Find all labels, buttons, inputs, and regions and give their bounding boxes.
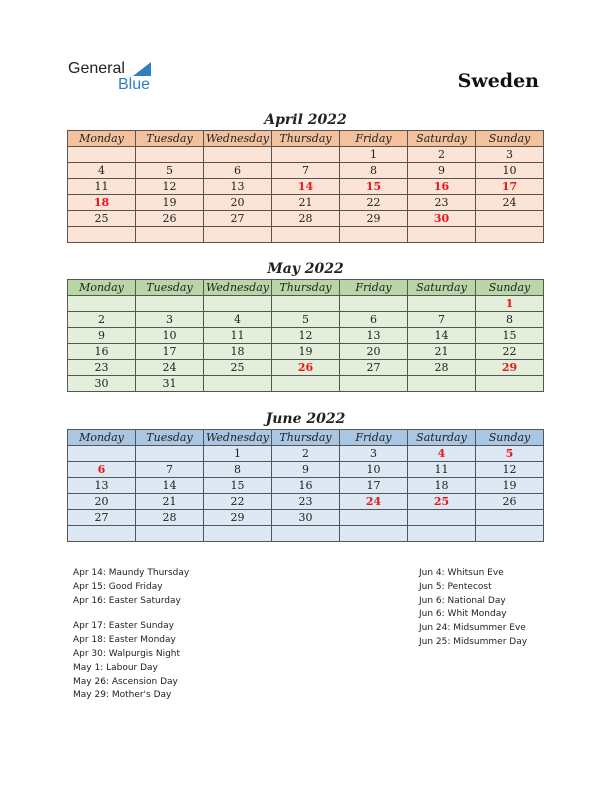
day-cell: [340, 376, 408, 392]
day-cell: [204, 376, 272, 392]
day-cell: 22: [204, 494, 272, 510]
holiday-note: May 26: Ascension Day: [73, 676, 178, 687]
week-row: [68, 147, 544, 163]
week-row: [68, 494, 544, 510]
holiday-note: Jun 24: Midsummer Eve: [419, 623, 526, 634]
day-cell: [204, 147, 272, 163]
day-cell: 25: [204, 360, 272, 376]
day-cell: 14: [136, 478, 204, 494]
weekday-header: Saturday: [408, 280, 476, 296]
day-cell: 7: [408, 312, 476, 328]
holiday-notes-left: [73, 567, 189, 703]
day-cell: [136, 227, 204, 243]
weekday-header: Thursday: [272, 430, 340, 446]
day-cell: 31: [136, 376, 204, 392]
day-cell: 26: [272, 360, 340, 376]
day-cell: [408, 296, 476, 312]
brand-logo: [68, 61, 150, 93]
day-cell: [68, 296, 136, 312]
weekday-header-row: [68, 131, 544, 147]
day-cell: 13: [204, 179, 272, 195]
day-cell: 27: [204, 211, 272, 227]
weekday-header: Wednesday: [204, 430, 272, 446]
day-cell: 2: [408, 147, 476, 163]
day-cell: 11: [408, 462, 476, 478]
weekday-header: Saturday: [408, 131, 476, 147]
day-cell: 21: [272, 195, 340, 211]
brand-triangle-icon: [133, 62, 151, 76]
day-cell: 9: [408, 163, 476, 179]
week-row: [68, 227, 544, 243]
day-cell: 16: [272, 478, 340, 494]
day-cell: 22: [476, 344, 544, 360]
day-cell: [204, 526, 272, 542]
day-cell: 18: [204, 344, 272, 360]
holiday-note: Jun 5: Pentecost: [419, 581, 492, 592]
day-cell: 25: [68, 211, 136, 227]
day-cell: [68, 526, 136, 542]
holiday-note: Jun 6: Whit Monday: [419, 609, 507, 620]
weekday-header: Friday: [340, 131, 408, 147]
calendar-table: [67, 429, 544, 542]
day-cell: 16: [68, 344, 136, 360]
day-cell: [476, 526, 544, 542]
day-cell: 26: [136, 211, 204, 227]
weekday-header: Sunday: [476, 430, 544, 446]
day-cell: 20: [68, 494, 136, 510]
day-cell: 25: [408, 494, 476, 510]
day-cell: 5: [272, 312, 340, 328]
day-cell: 14: [408, 328, 476, 344]
weekday-header-row: [68, 280, 544, 296]
day-cell: 3: [476, 147, 544, 163]
week-row: [68, 376, 544, 392]
holiday-note: Apr 18: Easter Monday: [73, 635, 176, 646]
day-cell: 10: [136, 328, 204, 344]
weekday-header: Monday: [68, 280, 136, 296]
day-cell: 3: [136, 312, 204, 328]
weekday-header: Tuesday: [136, 280, 204, 296]
holiday-note: [73, 608, 189, 620]
day-cell: 3: [340, 446, 408, 462]
day-cell: [136, 296, 204, 312]
week-row: [68, 179, 544, 195]
day-cell: 4: [204, 312, 272, 328]
day-cell: [272, 376, 340, 392]
weekday-header-row: [68, 430, 544, 446]
day-cell: 10: [340, 462, 408, 478]
day-cell: 23: [408, 195, 476, 211]
day-cell: 29: [340, 211, 408, 227]
day-cell: 19: [272, 344, 340, 360]
day-cell: [476, 227, 544, 243]
day-cell: [136, 147, 204, 163]
day-cell: 20: [340, 344, 408, 360]
month-may: [67, 259, 544, 392]
day-cell: 24: [136, 360, 204, 376]
day-cell: 24: [476, 195, 544, 211]
month-title: April 2022: [264, 112, 347, 128]
day-cell: 29: [204, 510, 272, 526]
day-cell: [136, 446, 204, 462]
weekday-header: Thursday: [272, 280, 340, 296]
weekday-header: Sunday: [476, 280, 544, 296]
day-cell: 18: [408, 478, 476, 494]
brand-line1: General: [68, 60, 125, 77]
day-cell: 14: [272, 179, 340, 195]
day-cell: 1: [204, 446, 272, 462]
day-cell: 17: [476, 179, 544, 195]
day-cell: 4: [408, 446, 476, 462]
day-cell: 15: [340, 179, 408, 195]
weekday-header: Wednesday: [204, 280, 272, 296]
day-cell: [408, 376, 476, 392]
day-cell: [68, 227, 136, 243]
calendar-table: [67, 130, 544, 243]
holiday-note: Jun 4: Whitsun Eve: [419, 568, 504, 578]
day-cell: [408, 227, 476, 243]
day-cell: 7: [272, 163, 340, 179]
month-april: [67, 110, 544, 243]
day-cell: 23: [68, 360, 136, 376]
day-cell: 22: [340, 195, 408, 211]
day-cell: [476, 376, 544, 392]
holiday-note: May 29: Mother's Day: [73, 690, 172, 701]
week-row: [68, 526, 544, 542]
week-row: [68, 296, 544, 312]
day-cell: 21: [136, 494, 204, 510]
day-cell: 19: [136, 195, 204, 211]
day-cell: 20: [204, 195, 272, 211]
holiday-note: Apr 16: Easter Saturday: [73, 595, 181, 606]
day-cell: 9: [272, 462, 340, 478]
week-row: [68, 510, 544, 526]
holiday-note: Apr 17: Easter Sunday: [73, 621, 174, 632]
day-cell: 16: [408, 179, 476, 195]
holiday-note: Jun 25: Midsummer Day: [419, 636, 528, 647]
weekday-header: Thursday: [272, 131, 340, 147]
month-title: May 2022: [267, 261, 344, 277]
day-cell: [272, 526, 340, 542]
week-row: [68, 163, 544, 179]
day-cell: 7: [136, 462, 204, 478]
day-cell: 10: [476, 163, 544, 179]
day-cell: 30: [408, 211, 476, 227]
week-row: [68, 478, 544, 494]
weekday-header: Friday: [340, 430, 408, 446]
country-title: Sweden: [457, 70, 539, 92]
day-cell: 18: [68, 195, 136, 211]
weekday-header: Saturday: [408, 430, 476, 446]
day-cell: [408, 510, 476, 526]
weekday-header: Sunday: [476, 131, 544, 147]
day-cell: 6: [340, 312, 408, 328]
holiday-note: Apr 30: Walpurgis Night: [73, 648, 181, 659]
day-cell: 5: [136, 163, 204, 179]
day-cell: 8: [476, 312, 544, 328]
weekday-header: Monday: [68, 430, 136, 446]
month-june: [67, 409, 544, 542]
day-cell: 24: [340, 494, 408, 510]
day-cell: 28: [408, 360, 476, 376]
day-cell: [68, 446, 136, 462]
day-cell: 13: [68, 478, 136, 494]
day-cell: [408, 526, 476, 542]
day-cell: 2: [68, 312, 136, 328]
day-cell: 15: [204, 478, 272, 494]
day-cell: [476, 510, 544, 526]
day-cell: [68, 147, 136, 163]
day-cell: 1: [340, 147, 408, 163]
week-row: [68, 446, 544, 462]
day-cell: 27: [68, 510, 136, 526]
day-cell: 28: [136, 510, 204, 526]
day-cell: 1: [476, 296, 544, 312]
day-cell: 30: [272, 510, 340, 526]
day-cell: 28: [272, 211, 340, 227]
day-cell: [136, 526, 204, 542]
day-cell: 8: [204, 462, 272, 478]
week-row: [68, 312, 544, 328]
day-cell: [272, 227, 340, 243]
day-cell: 27: [340, 360, 408, 376]
day-cell: 12: [476, 462, 544, 478]
day-cell: 29: [476, 360, 544, 376]
day-cell: 30: [68, 376, 136, 392]
weekday-header: Friday: [340, 280, 408, 296]
day-cell: [272, 147, 340, 163]
day-cell: 19: [476, 478, 544, 494]
week-row: [68, 360, 544, 376]
day-cell: 23: [272, 494, 340, 510]
holiday-note: Apr 14: Maundy Thursday: [73, 568, 190, 578]
day-cell: 15: [476, 328, 544, 344]
day-cell: [340, 510, 408, 526]
weekday-header: Wednesday: [204, 131, 272, 147]
day-cell: 9: [68, 328, 136, 344]
day-cell: 2: [272, 446, 340, 462]
month-title: June 2022: [265, 411, 346, 427]
day-cell: 6: [204, 163, 272, 179]
holiday-notes-right: [419, 567, 527, 650]
day-cell: 17: [340, 478, 408, 494]
day-cell: 11: [68, 179, 136, 195]
holiday-note: May 1: Labour Day: [73, 662, 158, 673]
day-cell: 6: [68, 462, 136, 478]
day-cell: [340, 296, 408, 312]
weekday-header: Monday: [68, 131, 136, 147]
day-cell: [340, 227, 408, 243]
day-cell: [476, 211, 544, 227]
day-cell: 8: [340, 163, 408, 179]
holiday-note: Apr 15: Good Friday: [73, 581, 163, 592]
day-cell: 11: [204, 328, 272, 344]
day-cell: 17: [136, 344, 204, 360]
day-cell: [204, 227, 272, 243]
week-row: [68, 211, 544, 227]
week-row: [68, 462, 544, 478]
weekday-header: Tuesday: [136, 430, 204, 446]
day-cell: 13: [340, 328, 408, 344]
brand-line2: Blue: [118, 76, 151, 93]
day-cell: [272, 296, 340, 312]
holiday-note: Jun 6: National Day: [419, 595, 506, 606]
day-cell: 12: [136, 179, 204, 195]
day-cell: 12: [272, 328, 340, 344]
week-row: [68, 328, 544, 344]
calendar-table: [67, 279, 544, 392]
week-row: [68, 344, 544, 360]
day-cell: [204, 296, 272, 312]
weekday-header: Tuesday: [136, 131, 204, 147]
day-cell: 4: [68, 163, 136, 179]
day-cell: 26: [476, 494, 544, 510]
day-cell: 5: [476, 446, 544, 462]
week-row: [68, 195, 544, 211]
day-cell: [340, 526, 408, 542]
day-cell: 21: [408, 344, 476, 360]
